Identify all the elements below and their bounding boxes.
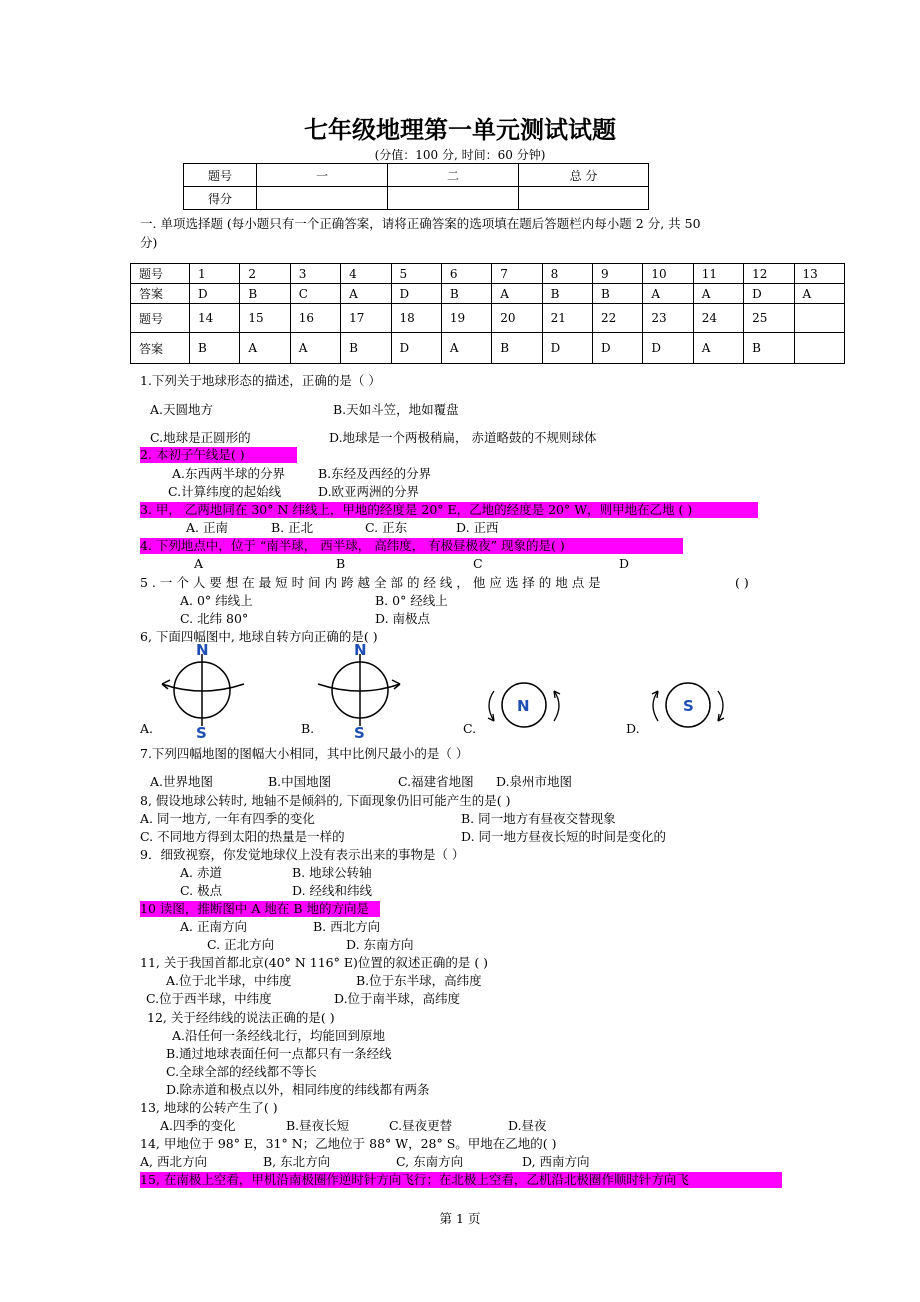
option: D (619, 556, 630, 571)
score-header-cell: 总 分 (519, 164, 649, 187)
answer-table-cell: 11 (693, 264, 743, 284)
option: B.通过地球表面任何一点都只有一条经线 (166, 1046, 392, 1061)
answer-table-cell: C (290, 284, 340, 304)
answer-table-cell: A (643, 284, 693, 304)
option: B.东经及西经的分界 (318, 466, 432, 481)
option: D.位于南半球，高纬度 (334, 991, 461, 1006)
answer-table-cell: 21 (542, 304, 592, 333)
answer-table-cell: 12 (744, 264, 794, 284)
option: C. 北纬 80° (180, 611, 249, 626)
answer-table-cell: 9 (593, 264, 643, 284)
option: C.计算纬度的起始线 (168, 484, 282, 499)
answer-table-row (131, 304, 845, 333)
question-7: 7.下列四幅地图的图幅大小相同，其中比例尺最小的是（ ） (140, 746, 469, 761)
question-11: 11, 关于我国首都北京(40° N 116° E)位置的叙述正确的是 ( ) (140, 955, 489, 970)
answer-table-cell: B (744, 333, 794, 364)
answer-table-cell: D (744, 284, 794, 304)
question-4: 4. 下列地点中，位于 “南半球， 西半球， 高纬度， 有极昼极夜” 现象的是( ) (140, 538, 683, 554)
south-label: S (196, 724, 207, 740)
section-heading: 一. 单项选择题 (每小题只有一个正确答案，请将正确答案的选项填在题后答题栏内每小题 2 分, 共 50 (140, 216, 701, 231)
option: C.昼夜更替 (389, 1118, 453, 1133)
option: B.中国地图 (268, 774, 332, 789)
north-label: N (517, 697, 530, 715)
question-15: 15, 在南极上空看，甲机沿南极圈作逆时针方向飞行；在北极上空看，乙机沿北极圈作顺时针方向飞 (140, 1172, 782, 1188)
figure-label-d: D. (626, 721, 640, 736)
answer-table-cell: 13 (794, 264, 845, 284)
answer-table-cell: 24 (693, 304, 743, 333)
option: C (473, 556, 483, 571)
answer-table-cell: 7 (492, 264, 542, 284)
score-header-cell: 一 (257, 164, 388, 187)
option: C. 不同地方得到太阳的热量是一样的 (140, 829, 345, 844)
answer-table-cell: 3 (290, 264, 340, 284)
option: A. 正南方向 (180, 919, 247, 934)
answer-table-cell (794, 333, 845, 364)
answer-table-cell: B (240, 284, 290, 304)
option: C, 东南方向 (396, 1154, 464, 1169)
option: A (194, 556, 204, 571)
score-cell (519, 187, 649, 210)
option: D. 经线和纬线 (292, 883, 373, 898)
option: A.位于北半球，中纬度 (166, 973, 292, 988)
option: B (336, 556, 346, 571)
answer-table-cell: A (240, 333, 290, 364)
answer-table-cell: D (643, 333, 693, 364)
question-5: 5 . 一 个 人 要 想 在 最 短 时 间 内 跨 越 全 部 的 经 线 ， 他 应 选 择 的 地 点 是 (140, 575, 601, 590)
answer-table-cell: 4 (341, 264, 391, 284)
earth-rotation-figure-b (310, 640, 410, 740)
answer-table-cell: 17 (341, 304, 391, 333)
document-subtitle: (分值：100 分, 时间：60 分钟) (374, 148, 546, 162)
answer-table-cell: D (542, 333, 592, 364)
page-footer: 第 1 页 (439, 1211, 481, 1226)
option: C. 正东 (365, 520, 408, 535)
earth-rotation-figure-a (150, 640, 250, 740)
answer-table-cell: A (794, 284, 845, 304)
answer-table-cell: 14 (190, 304, 240, 333)
figure-label-b: B. (301, 721, 315, 736)
question-10: 10 读图，推断图中 A 地在 B 地的方向是 (140, 901, 380, 917)
answer-table-cell: B (441, 284, 491, 304)
document-title: 七年级地理第一单元测试试题 (304, 115, 616, 144)
answer-table-cell: D (391, 284, 441, 304)
answer-table-cell: D (593, 333, 643, 364)
north-label: N (196, 641, 209, 659)
answer-table-cell: 15 (240, 304, 290, 333)
north-label: N (354, 641, 367, 659)
answer-table (130, 263, 845, 364)
answer-table-cell: 1 (190, 264, 240, 284)
option: D.地球是一个两极稍扁， 赤道略鼓的不规则球体 (329, 430, 597, 445)
answer-table-cell: 18 (391, 304, 441, 333)
answer-table-row (131, 284, 845, 304)
answer-table-cell: A (290, 333, 340, 364)
earth-rotation-figure-d (644, 675, 734, 735)
option: C. 极点 (180, 883, 223, 898)
answer-table-cell (794, 304, 845, 333)
section-heading-cont: 分) (140, 235, 158, 250)
answer-table-header-cell: 题号 (131, 304, 190, 333)
question-13: 13, 地球的公转产生了( ) (140, 1100, 278, 1115)
answer-table-cell: 2 (240, 264, 290, 284)
answer-table-cell: A (492, 284, 542, 304)
option: C.地球是正圆形的 (150, 430, 251, 445)
answer-table-cell: 19 (441, 304, 491, 333)
answer-table-cell: 10 (643, 264, 693, 284)
answer-paren: ( ) (735, 575, 749, 590)
option: A. 0° 纬线上 (180, 593, 253, 608)
question-1: 1.下列关于地球形态的描述，正确的是（ ） (140, 373, 381, 388)
score-cell: 得分 (184, 187, 257, 210)
option: D, 西南方向 (522, 1154, 590, 1169)
south-label: S (354, 724, 365, 740)
option: C.全球全部的经线都不等长 (166, 1064, 317, 1079)
option: B. 同一地方有昼夜交替现象 (461, 811, 616, 826)
option: B, 东北方向 (263, 1154, 331, 1169)
score-header-cell: 题号 (184, 164, 257, 187)
option: A, 西北方向 (140, 1154, 207, 1169)
south-label: S (683, 697, 694, 715)
option: A.四季的变化 (160, 1118, 236, 1133)
answer-table-cell: 16 (290, 304, 340, 333)
option: D.欧亚两洲的分界 (318, 484, 420, 499)
option: C.福建省地图 (398, 774, 474, 789)
option: D. 正西 (456, 520, 499, 535)
answer-table-row (131, 333, 845, 364)
score-cell (257, 187, 388, 210)
answer-table-cell: D (391, 333, 441, 364)
option: B. 地球公转轴 (292, 865, 372, 880)
question-14: 14, 甲地位于 98° E，31° N；乙地位于 88° W，28° S。甲地在乙地的( ) (140, 1136, 557, 1151)
answer-table-cell: 8 (542, 264, 592, 284)
question-8: 8, 假设地球公转时, 地轴不是倾斜的, 下面现象仍旧可能产生的是( ) (140, 793, 511, 808)
figure-label-c: C. (463, 721, 477, 736)
answer-table-cell: B (542, 284, 592, 304)
option: D. 南极点 (375, 611, 431, 626)
question-6: 6, 下面四幅图中, 地球自转方向正确的是( ) (140, 629, 378, 644)
option: D.泉州市地图 (496, 774, 573, 789)
option: A. 同一地方, 一年有四季的变化 (140, 811, 315, 826)
answer-table-cell: D (190, 284, 240, 304)
answer-table-cell: A (341, 284, 391, 304)
answer-table-header-cell: 题号 (131, 264, 190, 284)
answer-table-cell: A (693, 333, 743, 364)
answer-table-cell: B (341, 333, 391, 364)
option: A.世界地图 (150, 774, 214, 789)
figure-label-a: A. (140, 721, 154, 736)
score-cell (388, 187, 519, 210)
answer-table-cell: 25 (744, 304, 794, 333)
option: A.东西两半球的分界 (172, 466, 286, 481)
answer-table-cell: B (190, 333, 240, 364)
answer-table-cell: B (593, 284, 643, 304)
answer-table-header-cell: 答案 (131, 333, 190, 364)
answer-table-cell: A (441, 333, 491, 364)
answer-table-header-cell: 答案 (131, 284, 190, 304)
earth-rotation-figure-c (480, 675, 570, 735)
option: D. 同一地方昼夜长短的时间是变化的 (461, 829, 667, 844)
answer-table-cell: 20 (492, 304, 542, 333)
answer-table-cell: 22 (593, 304, 643, 333)
option: A.天圆地方 (150, 402, 214, 417)
option: C. 正北方向 (207, 937, 275, 952)
option: C.位于西半球，中纬度 (146, 991, 272, 1006)
option: B. 0° 经线上 (375, 593, 448, 608)
question-2: 2. 本初子午线是( ) (140, 447, 297, 463)
question-12: 12, 关于经纬线的说法正确的是( ) (147, 1010, 335, 1025)
question-3: 3. 甲， 乙两地同在 30° N 纬线上，甲地的经度是 20° E，乙地的经度是 20° W，则甲地在乙地 ( ) (140, 502, 758, 518)
score-table (183, 163, 649, 210)
answer-table-row (131, 264, 845, 284)
option: A. 赤道 (180, 865, 222, 880)
answer-table-cell: 5 (391, 264, 441, 284)
option: D.除赤道和极点以外，相同纬度的纬线都有两条 (166, 1082, 430, 1097)
option: D.昼夜 (508, 1118, 547, 1133)
option: A. 正南 (186, 520, 228, 535)
option: B.天如斗笠，地如覆盘 (333, 402, 459, 417)
option: B. 西北方向 (313, 919, 381, 934)
option: B. 正北 (271, 520, 314, 535)
answer-table-cell: 23 (643, 304, 693, 333)
option: B.昼夜长短 (286, 1118, 350, 1133)
option: B.位于东半球，高纬度 (356, 973, 482, 988)
answer-table-cell: B (492, 333, 542, 364)
option: A.沿任何一条经线北行，均能回到原地 (172, 1028, 386, 1043)
question-9: 9．细致视察，你发觉地球仪上没有表示出来的事物是（ ） (140, 847, 465, 862)
answer-table-cell: 6 (441, 264, 491, 284)
option: D. 东南方向 (346, 937, 414, 952)
answer-table-cell: A (693, 284, 743, 304)
score-header-cell: 二 (388, 164, 519, 187)
